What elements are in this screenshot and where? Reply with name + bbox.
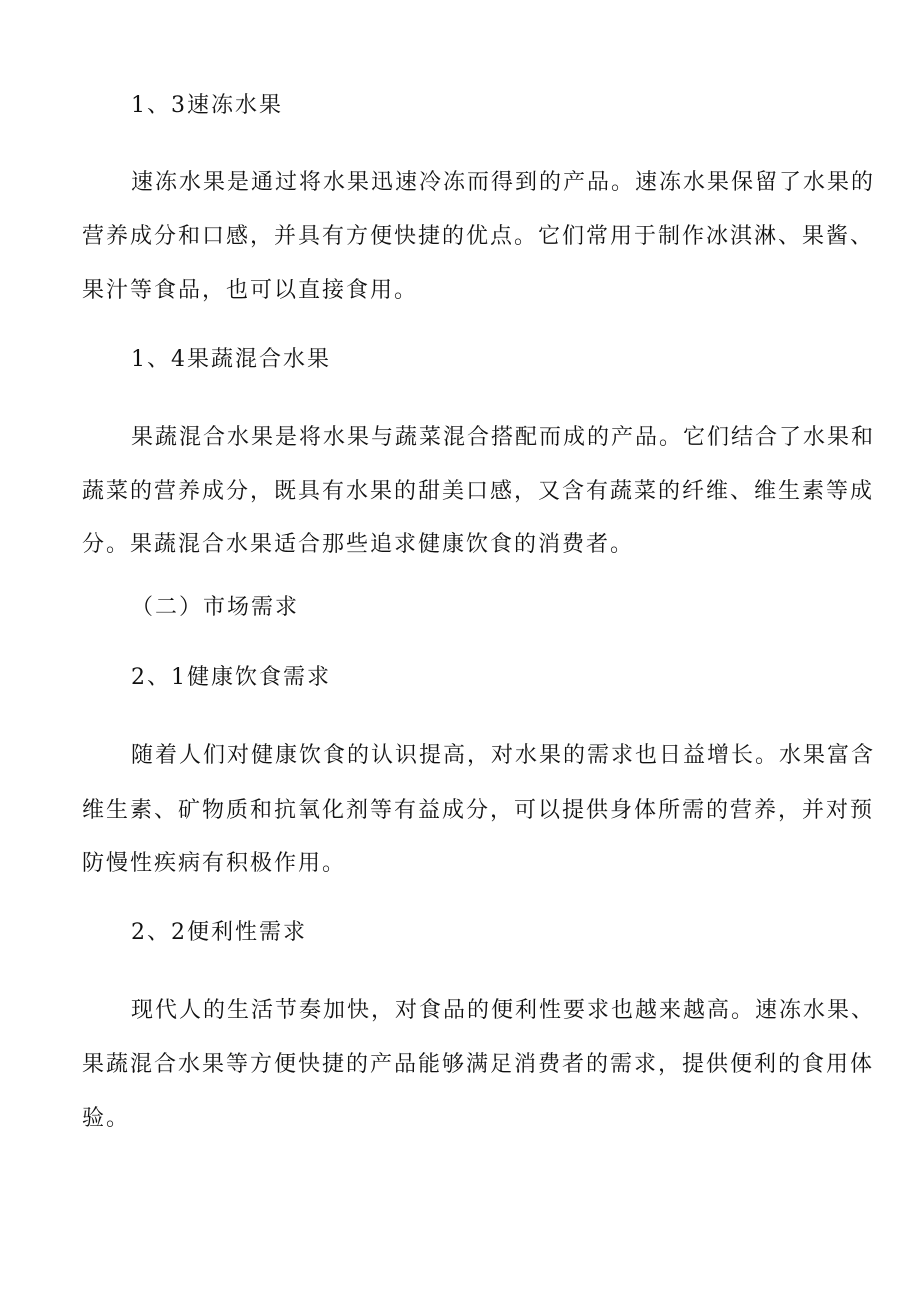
heading-2-1: 2、1健康饮食需求 [131, 665, 331, 690]
paragraph-2-2-line-1: 现代人的生活节奏加快，对食品的便利性要求也越来越高。速冻水果、 [131, 998, 876, 1023]
paragraph-1-3-line-1: 速冻水果是通过将水果迅速冷冻而得到的产品。速冻水果保留了水果的 [131, 170, 876, 195]
paragraph-1-4-line-3: 分。果蔬混合水果适合那些追求健康饮食的消费者。 [82, 532, 635, 557]
heading-2-2: 2、2便利性需求 [131, 920, 307, 945]
paragraph-1-4-line-2: 蔬菜的营养成分，既具有水果的甜美口感，又含有蔬菜的纤维、维生素等成 [82, 479, 875, 504]
heading-1-3: 1、3速冻水果 [131, 93, 283, 118]
paragraph-1-3-line-2: 营养成分和口感，并具有方便快捷的优点。它们常用于制作冰淇淋、果酱、 [82, 224, 875, 249]
paragraph-2-2-line-3: 验。 [82, 1106, 131, 1131]
paragraph-2-1-line-3: 防慢性疾病有积极作用。 [82, 851, 347, 876]
paragraph-2-1-line-2: 维生素、矿物质和抗氧化剂等有益成分，可以提供身体所需的营养，并对预 [82, 798, 875, 823]
paragraph-2-2-line-2: 果蔬混合水果等方便快捷的产品能够满足消费者的需求，提供便利的食用体 [82, 1052, 875, 1077]
heading-1-4: 1、4果蔬混合水果 [131, 347, 331, 372]
paragraph-1-3-line-3: 果汁等食品，也可以直接食用。 [82, 278, 419, 303]
section-heading-market-demand: （二）市场需求 [131, 595, 300, 620]
paragraph-1-4-line-1: 果蔬混合水果是将水果与蔬菜混合搭配而成的产品。它们结合了水果和 [131, 425, 876, 450]
paragraph-2-1-line-1: 随着人们对健康饮食的认识提高，对水果的需求也日益增长。水果富含 [131, 743, 876, 768]
